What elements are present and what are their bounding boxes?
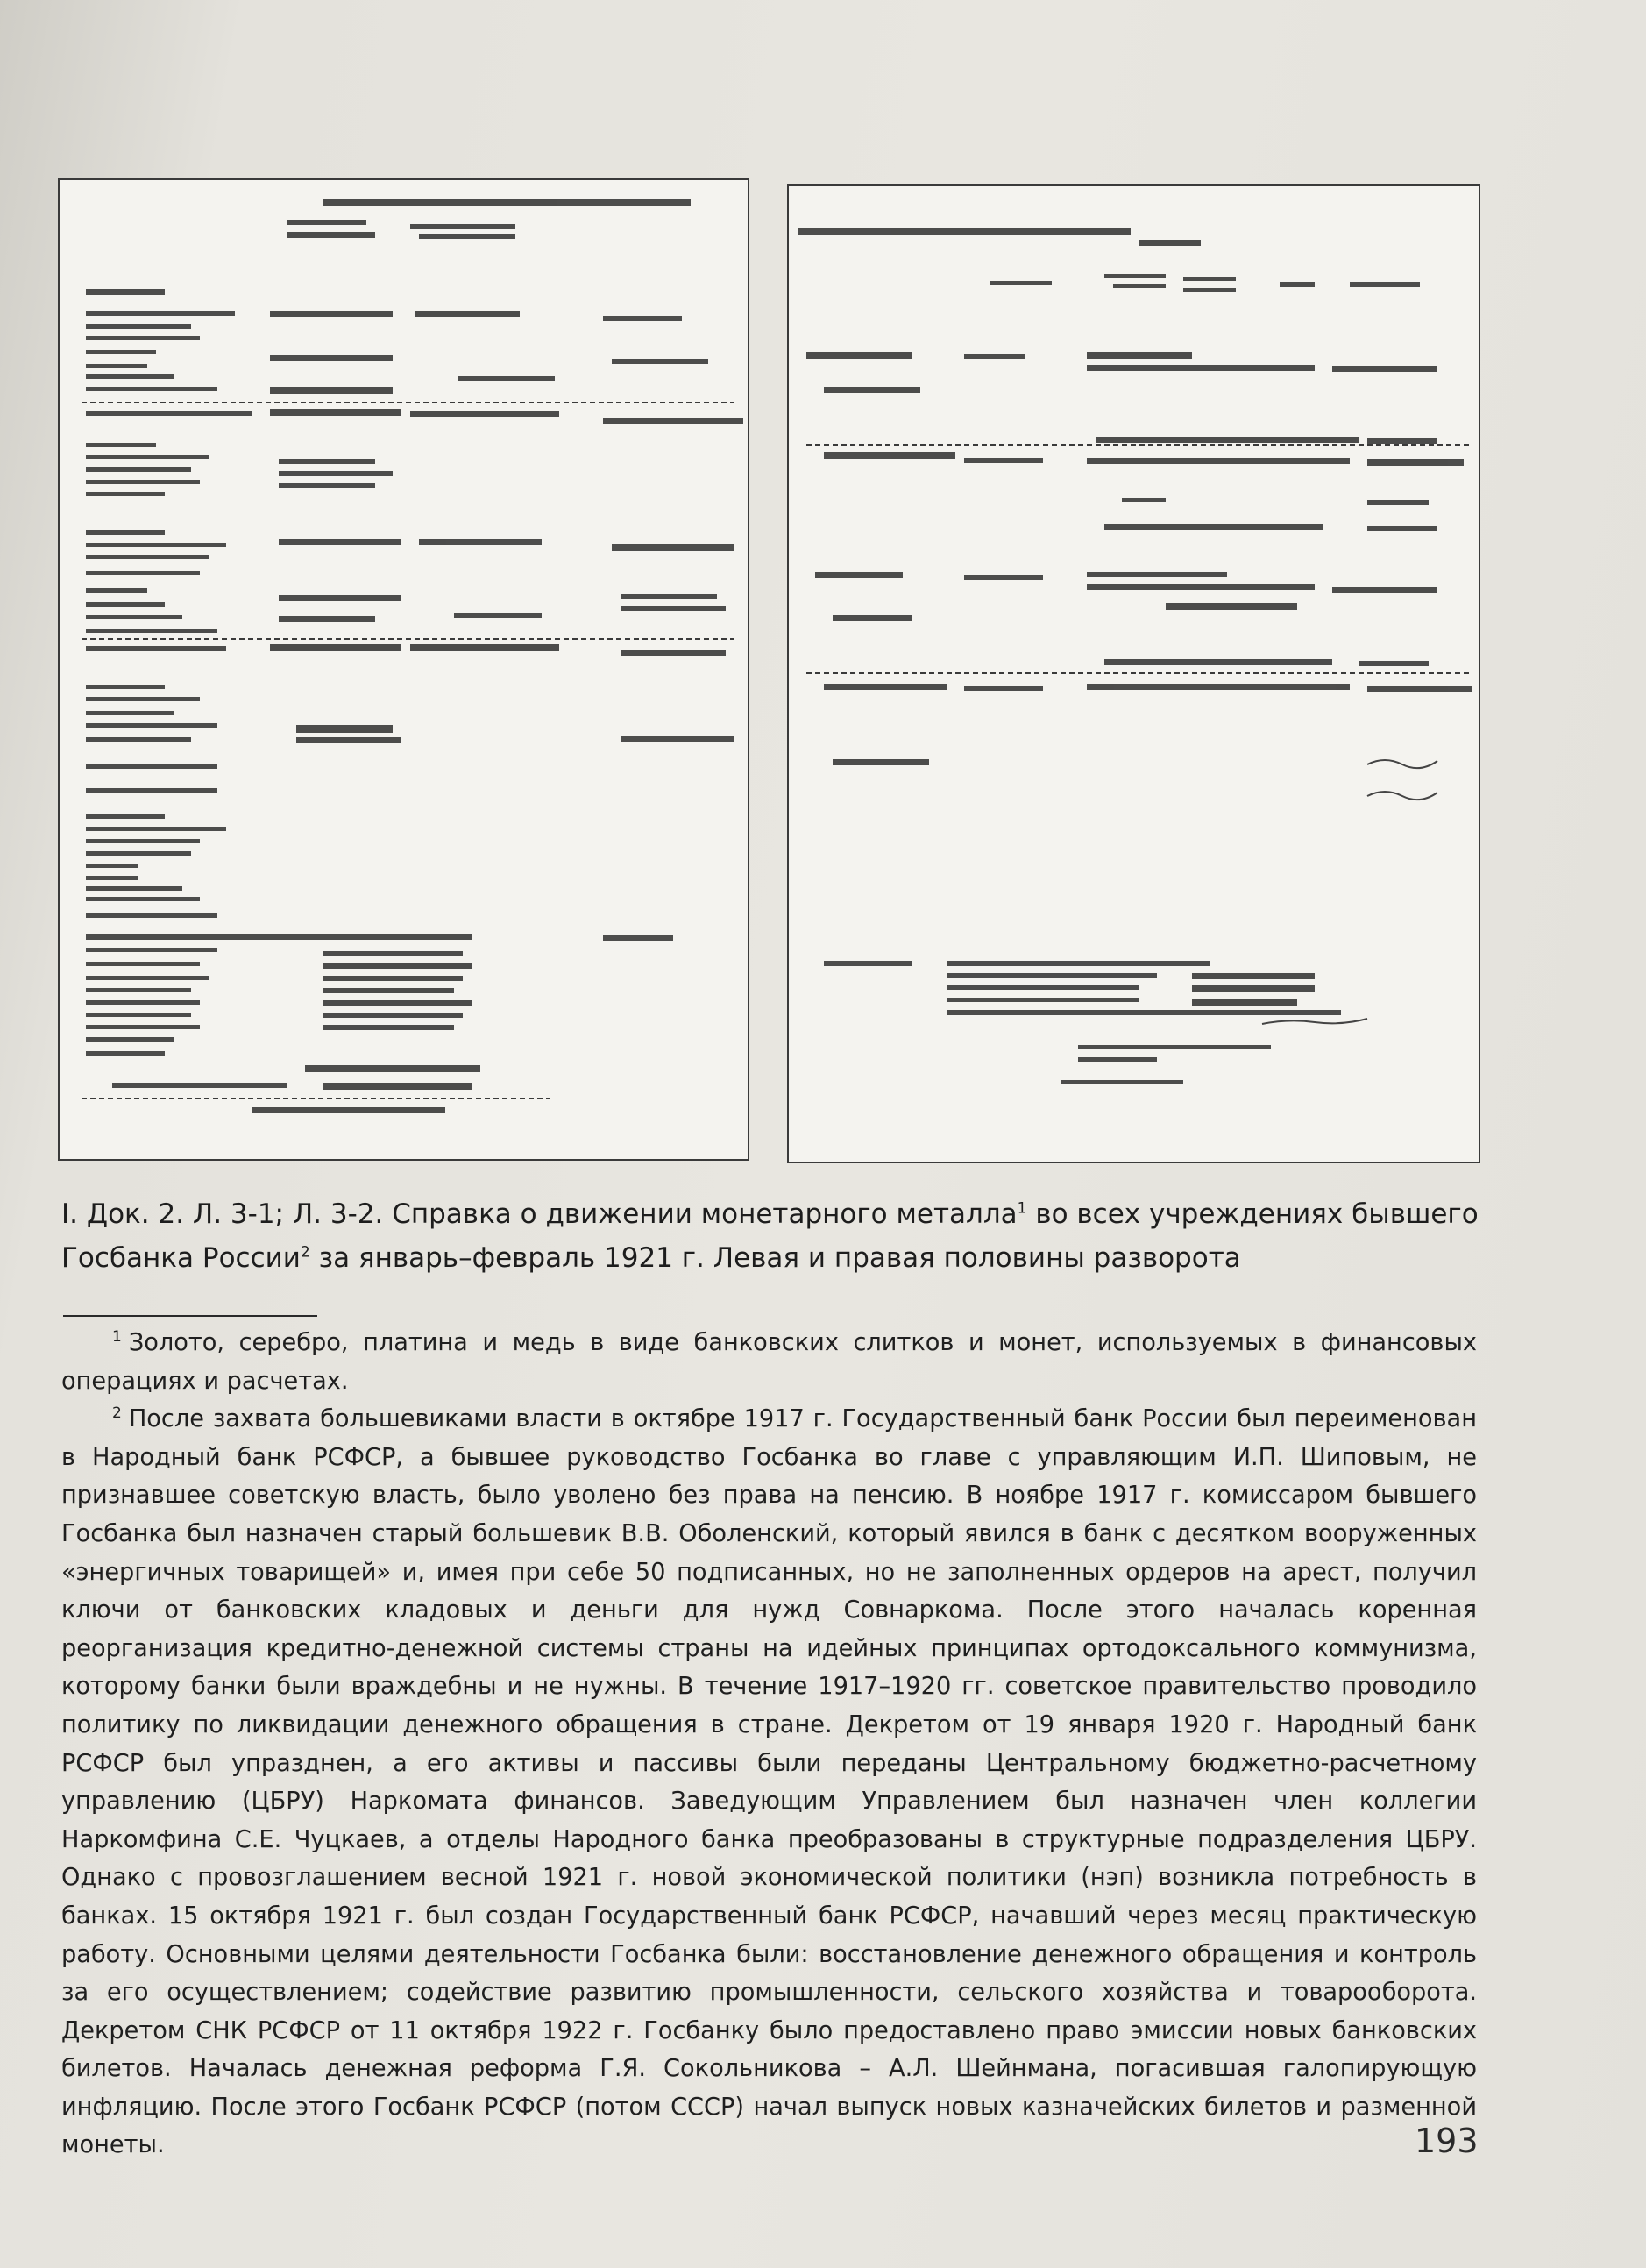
typewritten-ledger-right [789, 186, 1479, 1162]
archival-scan-right [787, 184, 1480, 1163]
typewritten-ledger-left [60, 180, 748, 1159]
caption-text-start: I. Док. 2. Л. 3-1; Л. 3-2. Справка о движении монетарного металла [61, 1198, 1018, 1230]
footnote-separator [63, 1315, 317, 1317]
footnote-2 [61, 1400, 1477, 2165]
page-number: 193 [1415, 2122, 1479, 2160]
figure-caption [61, 1192, 1481, 1280]
footnote-1 [61, 1324, 1477, 1400]
footnote-number: 1 [112, 1327, 122, 1346]
caption-text-middle: во всех учреждениях бывшего Госбанка России [61, 1198, 1479, 1274]
caption-footnote-ref-1: 1 [1017, 1199, 1027, 1218]
footnote-number: 2 [112, 1404, 122, 1423]
caption-footnote-ref-2: 2 [300, 1243, 310, 1262]
footnote-text: После захвата большевиками власти в октябре 1917 г. Государственный банк России был переименован в Народный банк РСФСР, а бывшее руководство Госбанка во главе с управляющим И.П. Шиповым, не признавшее советскую власть, было уволено без права на пенсию. В ноябре 1917 г. комиссаром бывшего Госбанка был назначен старый большевик В.В. Оболенский, который явился в банк с десятком вооруженных «энергичных товарищей» и, имея при себе 50 подписанных, но не заполненных ордеров на арест, получил ключи от банковских кладовых и деньги для нужд Совнаркома. После этого началась коренная реорганизация кредитно-денежной системы страны на идейных принципах ортодоксального коммунизма, которому банки были враждебны и не нужны. В течение 1917–1920 гг. советское правительство проводило политику по ликвидации денежного обращения в стране. Декретом от 19 января 1920 г. Народный банк РСФСР был упразднен, а его активы и пассивы были переданы Центральному бюджетно-расчетному управлению (ЦБРУ) Наркомата финансов. Заведующим Управлением был назначен член коллегии Наркомфина С.Е. Чуцкаев, а отделы Народного банка преобразованы в структурные подразделения ЦБРУ. Однако с провозглашением весной 1921 г. новой экономической политики (нэп) возникла потребность в банках. 15 октября 1921 г. был создан Государственный банк РСФСР, начавший через месяц практическую работу. Основными целями деятельности Госбанка были: восстановление денежного обращения и контроль за его осуществлением; содействие развитию промышленности, сельского хозяйства и товарооборота. Декретом СНК РСФСР от 11 октября 1922 г. Госбанку было предоставлено право эмиссии новых банковских билетов. Началась денежная реформа Г.Я. Сокольникова – А.Л. Шейнмана, погасившая галопирующую инфляцию. После этого Госбанк РСФСР (потом СССР) начал выпуск новых казначейских билетов и разменной монеты. [61, 1405, 1477, 2159]
caption-text-end: за январь–февраль 1921 г. Левая и правая половины разворота [309, 1242, 1241, 1274]
archival-scan-left [58, 178, 749, 1161]
footnote-text: Золото, серебро, платина и медь в виде банковских слитков и монет, используемых в финансовых операциях и расчетах. [61, 1329, 1477, 1395]
footnotes [61, 1324, 1477, 2165]
